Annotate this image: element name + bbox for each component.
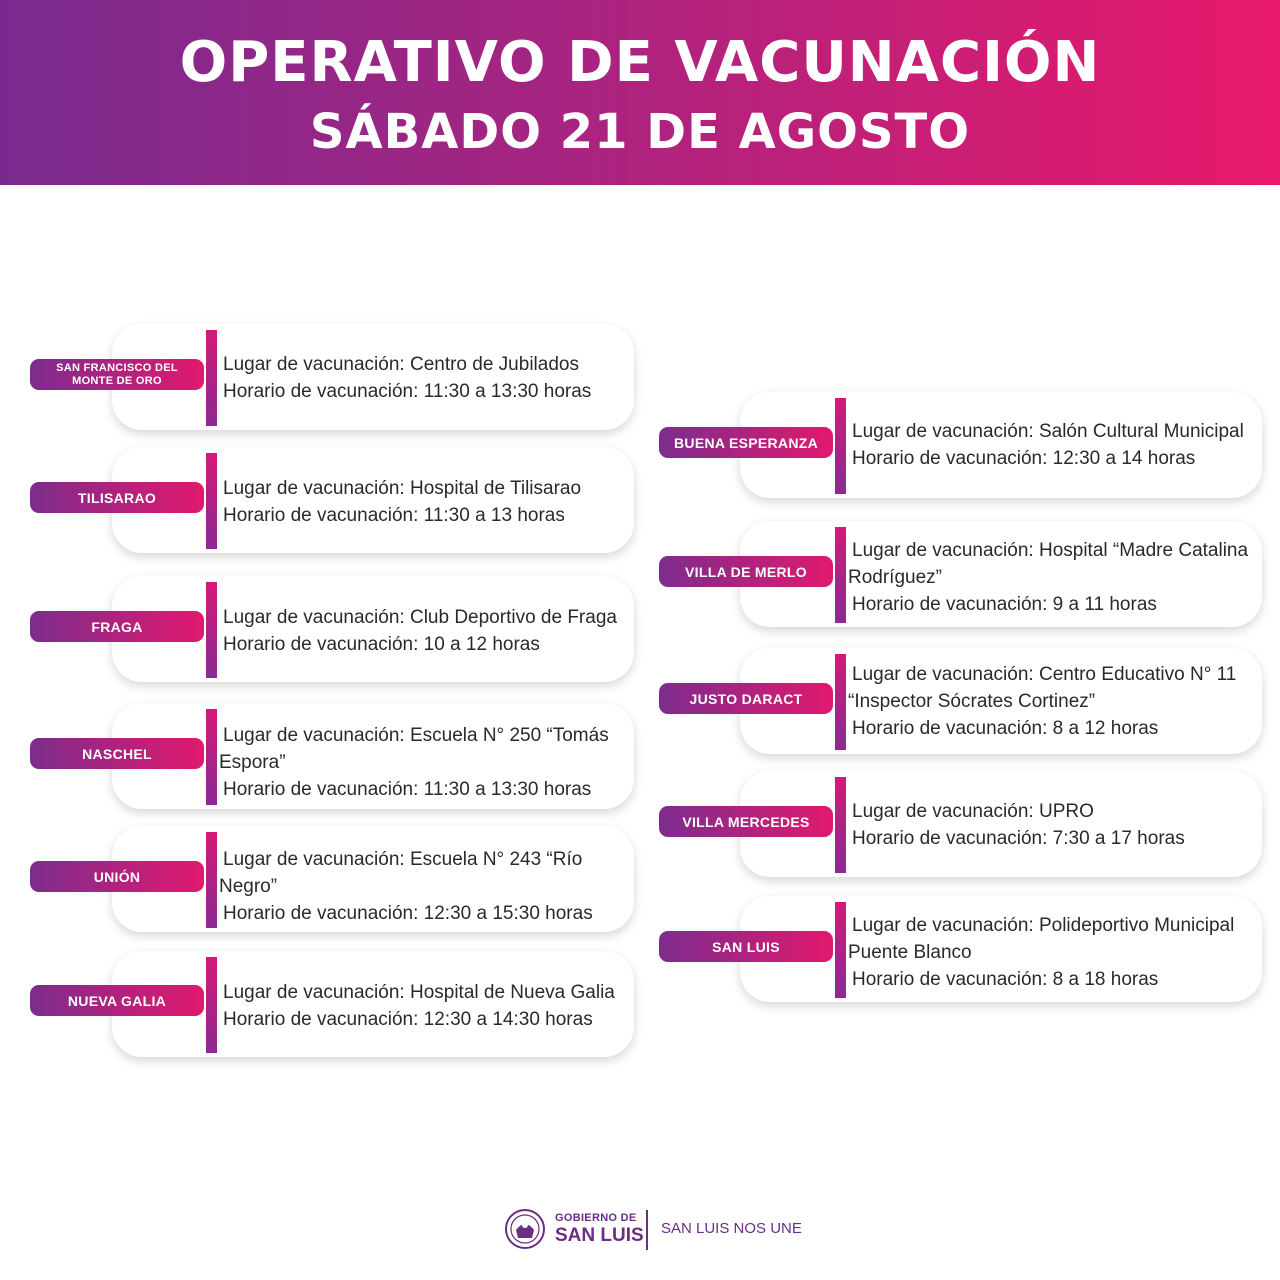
location-label-justo-daract: JUSTO DARACT	[659, 683, 833, 714]
location-label-naschel: NASCHEL	[30, 738, 204, 769]
lugar-text: Lugar de vacunación: Hospital de Tilisarao	[223, 478, 582, 499]
location-info	[848, 661, 1236, 742]
card-accent-bar	[206, 957, 217, 1053]
lugar-text: Lugar de vacunación: UPRO	[852, 801, 1094, 822]
location-info	[848, 537, 1248, 618]
lugar-text: Lugar de vacunación: Club Deportivo de Fraga	[223, 607, 617, 628]
horario-text: Horario de vacunación: 8 a 18 horas	[852, 969, 1159, 990]
horario-text: Horario de vacunación: 8 a 12 horas	[852, 718, 1159, 739]
lugar-text-continued: “Inspector Sócrates Cortinez”	[848, 691, 1096, 712]
location-info	[219, 846, 593, 927]
page-title: OPERATIVO DE VACUNACIÓN	[179, 30, 1101, 95]
horario-text: Horario de vacunación: 7:30 a 17 horas	[852, 828, 1185, 849]
location-info	[223, 475, 581, 529]
footer-san-luis-label: SAN LUIS	[555, 1225, 644, 1246]
location-info	[223, 604, 617, 658]
footer-gobierno-label: GOBIERNO DE	[555, 1212, 637, 1224]
footer-divider	[646, 1210, 648, 1250]
horario-text: Horario de vacunación: 11:30 a 13:30 horas	[223, 381, 592, 402]
header-banner	[0, 0, 1280, 185]
horario-text: Horario de vacunación: 9 a 11 horas	[852, 594, 1157, 615]
horario-text: Horario de vacunación: 11:30 a 13:30 horas	[223, 779, 592, 800]
lugar-text: Lugar de vacunación: Escuela N° 243 “Río	[223, 849, 583, 870]
footer-slogan: SAN LUIS NOS UNE	[661, 1220, 802, 1237]
location-info	[223, 979, 615, 1033]
card-accent-bar	[835, 398, 846, 494]
lugar-text: Lugar de vacunación: Hospital de Nueva Galia	[223, 982, 615, 1003]
card-accent-bar	[835, 527, 846, 623]
lugar-text: Lugar de vacunación: Escuela N° 250 “Tomás	[223, 725, 609, 746]
lugar-text-continued: Puente Blanco	[848, 942, 972, 963]
coat-of-arms-icon	[504, 1208, 546, 1250]
horario-text: Horario de vacunación: 12:30 a 15:30 horas	[223, 903, 593, 924]
card-accent-bar	[206, 832, 217, 928]
card-accent-bar	[835, 902, 846, 998]
location-label-union: UNIÓN	[30, 861, 204, 892]
card-accent-bar	[835, 777, 846, 873]
card-accent-bar	[206, 582, 217, 678]
location-label-villa-de-merlo: VILLA DE MERLO	[659, 556, 833, 587]
card-accent-bar	[206, 330, 217, 426]
location-info	[852, 798, 1185, 852]
lugar-text: Lugar de vacunación: Centro de Jubilados	[223, 354, 579, 375]
location-info	[848, 912, 1234, 993]
location-label-buena-esperanza: BUENA ESPERANZA	[659, 427, 833, 458]
location-label-tilisarao: TILISARAO	[30, 482, 204, 513]
lugar-text-continued: Rodríguez”	[848, 567, 942, 588]
lugar-text: Lugar de vacunación: Polideportivo Municipal	[852, 915, 1235, 936]
location-info	[852, 418, 1244, 472]
lugar-text: Lugar de vacunación: Salón Cultural Municipal	[852, 421, 1244, 442]
horario-text: Horario de vacunación: 12:30 a 14:30 horas	[223, 1009, 593, 1030]
page-subtitle: SÁBADO 21 DE AGOSTO	[309, 104, 971, 160]
lugar-text: Lugar de vacunación: Hospital “Madre Catalina	[852, 540, 1249, 561]
lugar-text-continued: Espora”	[219, 752, 286, 773]
lugar-text-continued: Negro”	[219, 876, 278, 897]
location-label-san-luis: SAN LUIS	[659, 931, 833, 962]
location-label-villa-mercedes: VILLA MERCEDES	[659, 806, 833, 837]
horario-text: Horario de vacunación: 10 a 12 horas	[223, 634, 540, 655]
location-info	[219, 722, 609, 803]
location-label-san-francisco: SAN FRANCISCO DEL MONTE DE ORO	[30, 359, 204, 390]
location-label-nueva-galia: NUEVA GALIA	[30, 985, 204, 1016]
card-accent-bar	[835, 654, 846, 750]
card-accent-bar	[206, 709, 217, 805]
horario-text: Horario de vacunación: 12:30 a 14 horas	[852, 448, 1196, 469]
location-info	[223, 351, 591, 405]
location-label-fraga: FRAGA	[30, 611, 204, 642]
horario-text: Horario de vacunación: 11:30 a 13 horas	[223, 505, 565, 526]
lugar-text: Lugar de vacunación: Centro Educativo N° 11	[852, 664, 1237, 685]
card-accent-bar	[206, 453, 217, 549]
